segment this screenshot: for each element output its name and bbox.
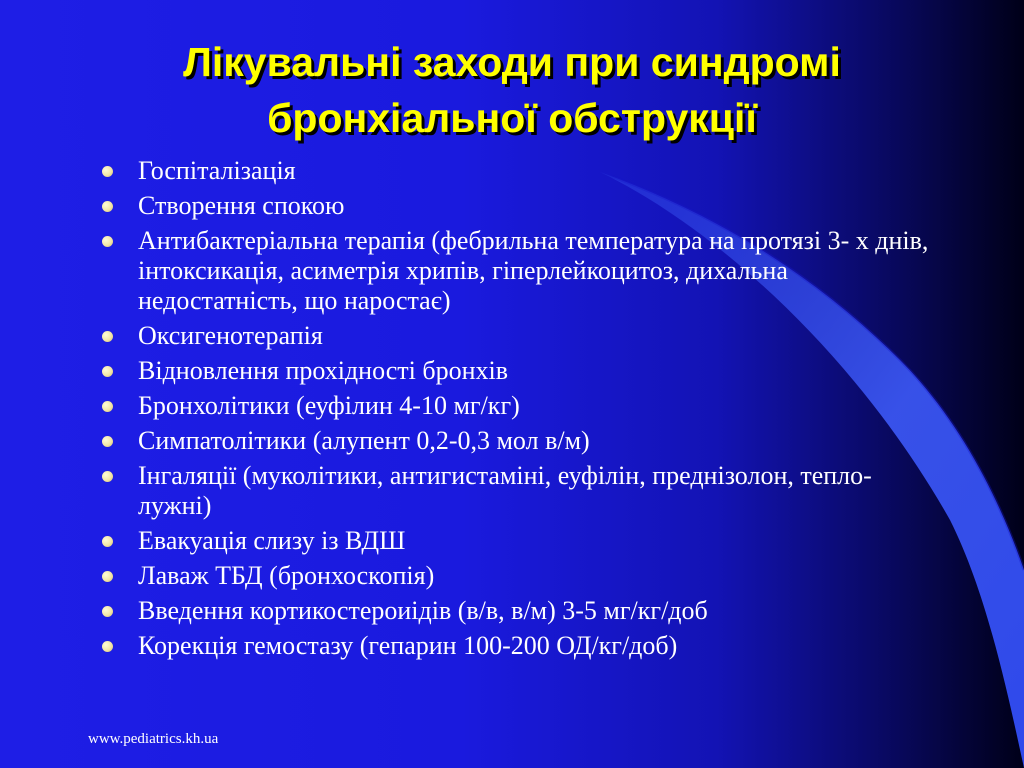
bullet-list — [100, 156, 930, 666]
footer-url: www.pediatrics.kh.ua — [88, 731, 219, 747]
bullet-text: Бронхолітики (еуфілин 4-10 мг/кг) — [138, 391, 520, 420]
bullet-item — [100, 561, 930, 591]
bullet-text: Лаваж ТБД (бронхоскопія) — [138, 561, 435, 590]
bullet-item — [100, 156, 930, 186]
bullet-item — [100, 631, 930, 661]
bullet-dot-icon — [102, 331, 113, 342]
bullet-text: Відновлення прохідності бронхів — [138, 356, 508, 385]
slide-title — [40, 34, 984, 146]
bullet-dot-icon — [102, 436, 113, 447]
bullet-dot-icon — [102, 471, 113, 482]
bullet-dot-icon — [102, 606, 113, 617]
bullet-text: Госпіталізація — [138, 156, 296, 185]
bullet-dot-icon — [102, 236, 113, 247]
bullet-text: Створення спокою — [138, 191, 345, 220]
bullet-dot-icon — [102, 166, 113, 177]
bullet-text: Симпатолітики (алупент 0,2-0,3 мол в/м) — [138, 426, 590, 455]
bullet-item — [100, 596, 930, 626]
bullet-item — [100, 356, 930, 386]
bullet-item — [100, 191, 930, 221]
bullet-dot-icon — [102, 571, 113, 582]
bullet-dot-icon — [102, 641, 113, 652]
bullet-item — [100, 526, 930, 556]
slide-title-line-2: бронхіальної обструкції — [267, 95, 757, 141]
bullet-item — [100, 321, 930, 351]
slide-title-line-1: Лікувальні заходи при синдромі — [183, 39, 841, 85]
bullet-text: Введення кортикостероиідів (в/в, в/м) 3-5 мг/кг/доб — [138, 596, 708, 625]
bullet-item — [100, 426, 930, 456]
bullet-dot-icon — [102, 536, 113, 547]
bullet-dot-icon — [102, 401, 113, 412]
bullet-text: Антибактеріальна терапія (фебрильна температура на протязі 3- х днів, інтоксикація, асиметрія хрипів, гіперлейкоцитоз, дихальна недостатність, що наростає) — [138, 226, 929, 315]
bullet-item — [100, 461, 930, 521]
bullet-text: Інгаляції (муколітики, антигистаміні, еуфілін, преднізолон, тепло-лужні) — [138, 461, 872, 520]
bullet-item — [100, 226, 930, 316]
bullet-dot-icon — [102, 366, 113, 377]
bullet-dot-icon — [102, 201, 113, 212]
bullet-text: Корекція гемостазу (гепарин 100-200 ОД/кг/доб) — [138, 631, 678, 660]
bullet-text: Оксигенотерапія — [138, 321, 323, 350]
bullet-item — [100, 391, 930, 421]
bullet-text: Евакуація слизу із ВДШ — [138, 526, 406, 555]
